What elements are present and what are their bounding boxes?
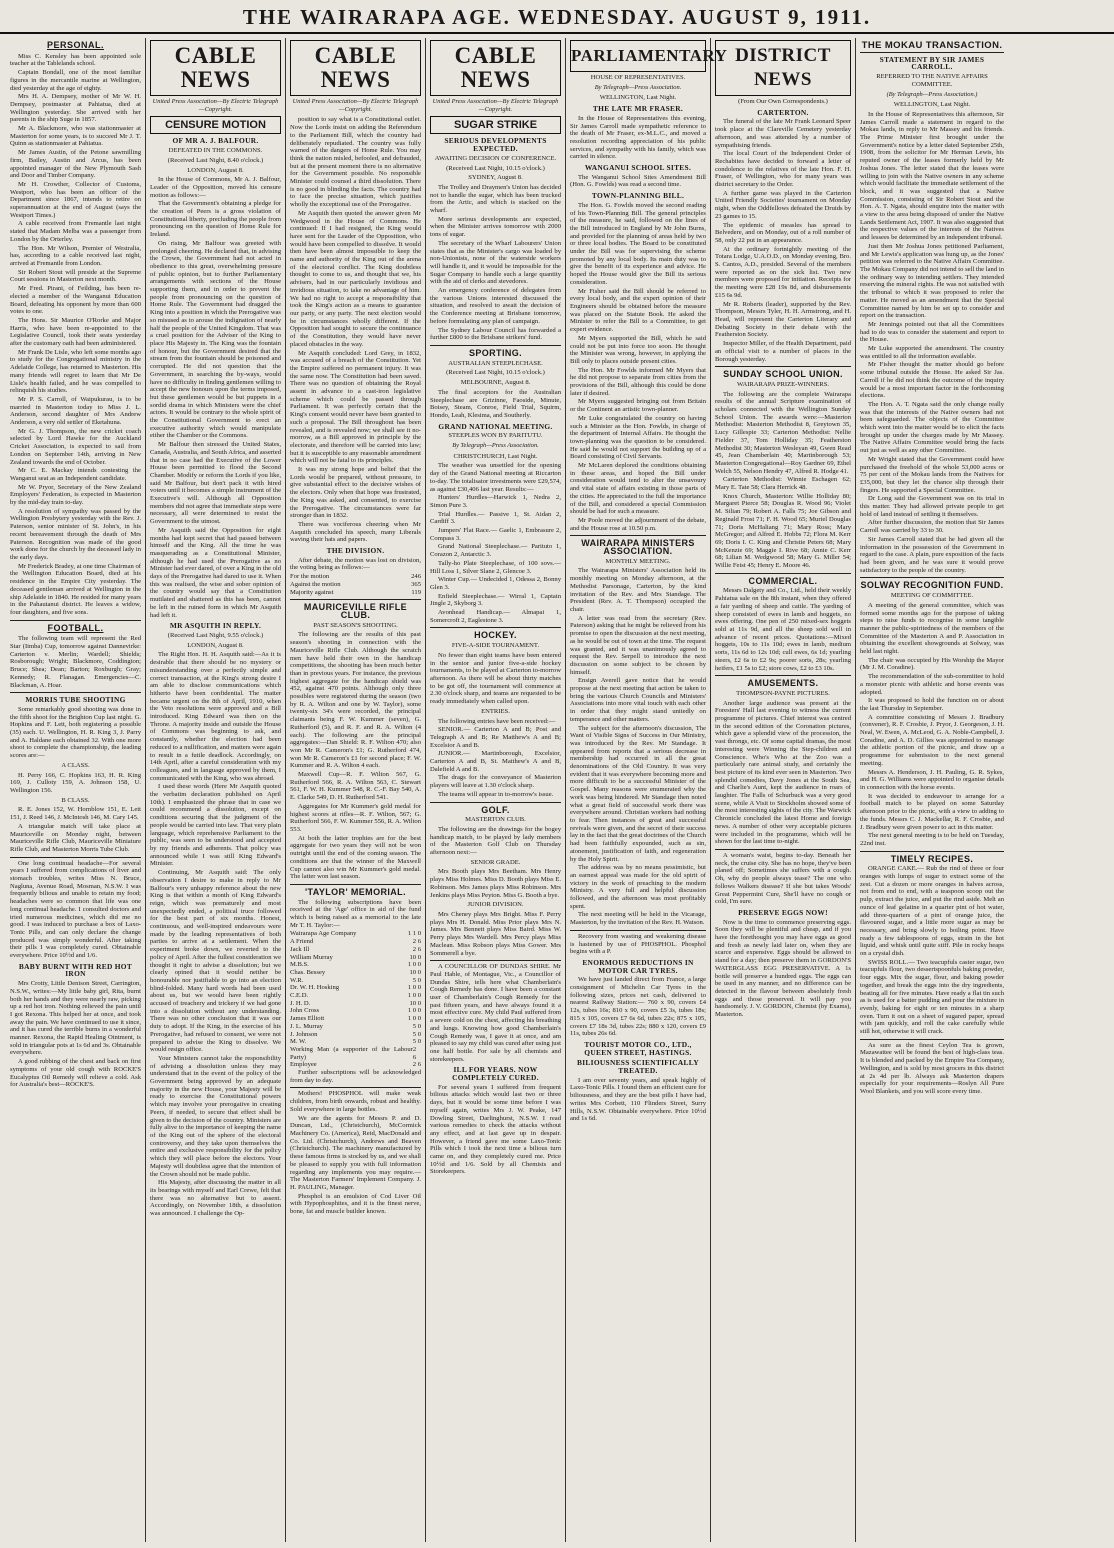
subscriber-name: Dr. W. H. Hosking	[290, 984, 340, 992]
newspaper-columns	[6, 38, 1108, 1542]
article-paragraph: Messrs A. Henderson, J. H. Pauling, G. R. Sykes, and H. G. Williams were appointed to organise details in connection with the horse events.	[860, 768, 1004, 791]
article-paragraph: Mr Fisher thought the matter should go before some tribunal outside the House. He asked Sir Jas. Carroll if he did not think the outcome of the inquiry would be a most important factor in the forthcoming elections.	[860, 361, 1004, 400]
subscriber-name: Wairarapa Age Company	[290, 930, 357, 938]
article-paragraph: Avonhead Handicap.— Almapai 1, Somercroft 2, Eaglestone 3.	[430, 609, 561, 624]
article-paragraph: Mr Poole moved the adjournment of the debate, and the House rose at 10.50 p.m.	[570, 516, 706, 532]
heading-solway-fund: SOLWAY RECOGNITION FUND.	[860, 580, 1004, 591]
division-label: Against the motion	[290, 580, 341, 588]
subscription-row	[290, 992, 421, 1000]
article-paragraph: A meeting of the general committee, which was formed some months ago for the purpose of taking steps to raise funds to recognise in some tangible manner the public-spiritedness of the members of the Committee of the Masterton A and P. Association in obtaining the excellent showgrounds at Solway, was held last night.	[860, 601, 1004, 656]
column-district-news	[711, 38, 856, 1542]
masthead-title: THE WAIRARAPA AGE. WEDNESDAY. AUGUST 9, 1911.	[242, 5, 872, 29]
advertisement: We have just landed direct from France, a large consignment of Michelin Car Tyres in the following sizes, prices net cash, delivered to nearest Railway Station:— 760 x 90, covers £4 12s, tubes 16s; 810 x 90, covers £5 3s, tubes 18s; 815 x 105, covers £7 6s 6d, tubes 22s; 875 x 105, covers £7 18s 3d, tubes 22s; 880 x 120, covers £9 11s, tubes 26s 6d.	[570, 976, 706, 1038]
subheading: STATEMENT BY SIR JAMES CARROLL.	[879, 54, 985, 72]
article-paragraph: Mr Fred. Pirani, of Feilding, has been re-elected a member of the Wanganui Education Board, defeating his opponent by more than 600 votes to one.	[10, 285, 141, 316]
divider	[430, 627, 561, 628]
divider	[10, 692, 141, 693]
heading-parliamentary: PARLIAMENTARY	[570, 40, 706, 72]
advertisement: Recovery from wasting and weakening disease is hastened by use of PHOSPHOL. Phosphol begins with a P.	[570, 932, 706, 956]
article-paragraph: The Hon. G. Fowlds moved the second reading of his Town-Planning Bill. The general principles of the measure, he said, followed on the lines of the Bill introduced in England by Mr John Burns, and provided for the planning of areas held by two or three local bodies. The Board to be constituted under the Bill was for supervising the scheme promoted by any local body. Its main duty was to give the benefit of its experience and advice. He hoped the House would give the Bill its serious consideration.	[570, 201, 706, 286]
subheading: MASTERTON CLUB.	[465, 816, 526, 824]
divider	[430, 802, 561, 803]
article-paragraph: The address was by no means pessimistic, but an earnest appeal was made for the old spirit of victory in the work of preaching to the modern Ministry. A very full and helpful discussion followed, and the afternoon was most profitably spent.	[570, 864, 706, 910]
article-paragraph: At the ordinary fortnightly meeting of the Totara Lodge, U.A.O.D., on Monday evening, Bro. S. Cantos, A.D., presided. Several of the members were reported as on the sick list. Two new members were proposed for initiation. Receipts for the meeting were £28 19s 8d, and disbursements £15 6s 9d.	[715, 245, 851, 299]
subscription-amount: 2 6	[412, 1061, 421, 1069]
subscription-table	[290, 930, 421, 1069]
subscription-amount: 1 0 0	[407, 961, 421, 969]
heading-taylor-memorial: 'TAYLOR' MEMORIAL.	[305, 886, 406, 897]
subscription-row	[290, 954, 421, 962]
article-paragraph: Mr Balfour then stressed the United States, Canada, Australia, and South Africa, and asserted that in no case had the Executive of the Lower House been permitted to flood the Second Chamber. Modify or reform the Lords if you like, said Mr Balfour, but don't pack it with hired voters until it becomes a simple instrument of the Executive's will. Although all Opposition members did not agree that immediate steps were necessary, all were determined to resist the Government to the utmost.	[150, 441, 281, 526]
article-paragraph: Hunters' Hurdles—Harwick 1, Nedra 2, Simon Pure 3.	[430, 494, 561, 509]
article-paragraph: Mr Asquith said the Opposition for eight months had kept secret that had passed between himself and the King. All the time he was masquerading as a Constitutional Minister, although he had used the Prerogative as no Minister had ever dared, of over a King in the old days of the Prerogative had dared to use it. When this was realised, the wise and sober opinion of the country would say that a Constitution mutilated and shattered as this has been, cannot be left in the ruined form in which Mr Asquith had left it.	[150, 526, 281, 619]
divider	[715, 849, 851, 850]
divider	[290, 1087, 421, 1088]
subscriber-name: J. H. D.	[290, 999, 311, 1007]
divider	[430, 345, 561, 346]
subscription-row	[290, 946, 421, 954]
divider	[860, 1039, 1004, 1040]
heading-rifle-club: MAURICEVILLE RIFLE CLUB.	[303, 602, 408, 620]
heading-personal: PERSONAL.	[46, 40, 104, 50]
subheading: JUNIOR DIVISION.	[467, 901, 524, 909]
byline: By Telegraph—Press Association.	[452, 442, 539, 450]
divider	[10, 620, 141, 621]
heading-sporting: SPORTING.	[468, 347, 523, 358]
article-paragraph: In the House of Representatives this evening, Sir James Carroll made sympathetic reference to the death of Mr Fraser, ex-M.L.C., and moved a resolution recording appreciation of his public services, and sympathy with his family, which was carried in silence.	[570, 114, 706, 161]
article-paragraph: The Hon. Mr Wilson, Premier of Westralia, has, according to a cable received last night, arrived at Fremantle from London.	[10, 244, 141, 267]
subscription-row	[290, 1023, 421, 1031]
subscriber-name: M.B.S.	[290, 961, 309, 969]
subscription-row	[290, 1061, 421, 1069]
subscription-amount: 5 0	[412, 1022, 421, 1030]
article-paragraph: That the Government's obtaining a pledge for the creation of Peers is a gross violation of Constitutional liberty, precluding the people from pronouncing on the question of Home Rule for Ireland.	[150, 200, 281, 239]
article-paragraph: Mrs Cheney plays Mrs Bright. Miss F. Perry plays Mrs H. Donald. Miss Prior plays Mrs N. James. Mrs Bennett plays Miss Baird. Miss W. Perry plays Mrs Wardell. Mrs Percy plays Miss Maclean. Miss Robson plays Miss Gower. Mrs Sommerell a bye.	[430, 910, 561, 957]
article-paragraph: The Wanganui School Sites Amendment Bill (Hon. G. Fowlds) was read a second time.	[570, 173, 706, 189]
dateline: SYDNEY, August 8.	[468, 174, 523, 182]
article-paragraph: Grand National Steeplechase.— Parituto 1, Corazon 2, Antarctic 3.	[430, 543, 561, 559]
article-paragraph: The teams will appear in to-morrow's issue.	[438, 790, 554, 798]
heading-sugar-strike: SUGAR STRIKE	[430, 116, 561, 134]
heading-mokau-transaction: THE MOKAU TRANSACTION.	[861, 40, 1003, 51]
article-paragraph: Mr Myers suggested bringing out from Britain or the Continent an artistic town-planner.	[570, 398, 706, 414]
dateline: WELLINGTON, Last Night.	[599, 94, 677, 102]
article-paragraph: The following are the drawings for the bogey handicap match, to be played by lady members of the Masterton Golf Club on Thursday afternoon next:—	[430, 825, 561, 857]
subscription-row	[290, 1007, 421, 1015]
article-paragraph: Sir Robert Stout will preside at the Supreme Court sessions in Masterton next month.	[10, 268, 141, 284]
division-value: 119	[411, 588, 421, 596]
article-paragraph: The drags for the conveyance of Masterton players will leave at 1.30 o'clock sharp.	[430, 774, 561, 790]
subscription-row	[290, 1031, 421, 1039]
subscriber-name: J. Johnson	[290, 1030, 318, 1038]
divider	[570, 930, 706, 931]
article-paragraph: Continuing, Mr Asquith said: The only observation I desire to make in reply to Mr Balfour's very unhappy reference about the new King is that within a month of King Edward's reign, which was prematurely and most unexpectedly ended, a political truce followed for the best part of six months. Honest, continuous, and well-inspired endeavours were made by the leading representatives of both parties to arrive at a settlement. When the experiment broke down, we reverted to the policy of April. After the fullest consideration we thought it right to advise a dissolution; but we clearly opined that it would neither be honourable nor justifiable to go into an election blind-folded. Many hard words had been used about us, but we would have been rightly accused of treachery and trickery if we had gone into a dissolution without any understanding. There was no other conclusion that it was our duty to adopt. If the King, in the exercise of his Prerogative, had refused to consent, we were not prepared to advise the King to dissolve. We would resign office.	[150, 869, 281, 1054]
subheading: AUSTRALIAN STEEPLECHASE.	[448, 359, 543, 367]
subscription-amount: 10 0	[409, 968, 421, 976]
divider	[290, 884, 421, 885]
article-paragraph: Mr Wright stated that the Government could have purchased the freehold of the whole 53,000 acres or 75 per cent of the Mokau lands from the Natives for £35,000, but they let the chance slip through their fingers. He supported a Special Committee.	[860, 455, 1004, 494]
ad-heading: ENORMOUS REDUCTIONS IN MOTOR CAR TYRES.	[582, 957, 694, 975]
article-paragraph: The Trolley and Draymen's Union has decided not to handle the sugar, which has been trucked from the Artic, and which is stacked on the wharf.	[430, 183, 561, 215]
dateline: LONDON, August 8.	[187, 166, 244, 174]
article-paragraph: The recommendation of the sub-committee to hold a monster picnic with athletic and horse events was adopted.	[860, 673, 1004, 696]
article-paragraph: Enfield Steeplechase.— Wirral 1, Captain Jingle 2, Skyborg 3.	[430, 592, 561, 608]
dateline: CHRISTCHURCH, Last Night.	[453, 452, 538, 460]
article-paragraph: A resolution of sympathy was passed by the Wellington Presbytery yesterday with the Rev. J. Paterson, senior minister of St. John's, in his recent bereavement through the death of Mrs Paterson. Recognition was made of the good work done for the church by the deceased lady in the early days.	[10, 507, 141, 561]
divider	[860, 851, 1004, 852]
article-paragraph: The following entries have been received:—	[438, 717, 556, 725]
article-paragraph: The subject for the afternoon's discussion, The Want of Visible Signs of Success in Our Ministry, was introduced by the Rev. Mr Standage. It appeared from reports that a serious decrease in membership had occurred in all the great denominations of the Old Country. It was very evident that it was everywhere becoming more and more difficult to be a successful Minister of the Gospel. Many reasons were enumerated why the work was being hindered. Mr Standage then noted what a great field of successful work there was everywhere around. Christian workers had nothing to fear. Then instances of great and successful revivals were given, and the secret of their success lay in the fact that the great doctrines of the Church had been faithfully expounded, such as sin, atonement, justification of faith, and regeneration by the Holy Spirit.	[570, 724, 706, 863]
heading-hockey: HOCKEY.	[474, 630, 517, 641]
heading-golf: GOLF.	[481, 804, 510, 815]
subheading: DEFEATED IN THE COMMONS.	[168, 147, 263, 155]
subheading: TOWN-PLANNING BILL.	[591, 191, 685, 201]
article-paragraph: H. Perry 166, C. Hopkins 163, H. R. King 169, J. Culloty 159, A. Johnson 158, U. Wellington 156.	[10, 771, 141, 794]
dateline: WELLINGTON, Last Night.	[893, 101, 971, 109]
heading-morris-tube: MORRIS TUBE SHOOTING	[25, 695, 126, 705]
article-paragraph: The following are the complete Wairarapa results of the annual Scripture examination of scholars connected with the Wellington Sunday School Union. The awards were:—Masterton Methodist: Masterton Methodist 8, Greytown 35, Lucy Gillespie 33; Carterton Methodist: Nellie Fielder 37, Tom Holliday 35; Featherston Methodist 30; Masterton Wesleyan 49, Gwen Read 45, Jean Chamberlain 40; Martinborough 53; Masterton Congregational—Roy Gardner 69, Ethel Welch 55, Nelson Hendry 47, Alfred R. Hodge 41.	[715, 390, 851, 475]
subheading: GRAND NATIONAL MEETING.	[438, 421, 553, 431]
article-paragraph: It was my strong hope and belief that the Lords would be prepared, without pressure, to give substantial effect to the decisive wishes of the electors. Only when that hope was frustrated, the King was asked, and consented, to exercise the Prerogative. The circumstances were far stronger than in 1832.	[290, 466, 421, 520]
article-paragraph: R. E. Jones 152, W. Hornblow 151, E. Lett 151, J. Reed 146, J. McIntosh 146, M. Cary 145.	[10, 806, 141, 822]
ad-heading: ILL FOR YEARS. NOW COMPLETELY CURED.	[452, 1065, 539, 1083]
dateline: LONDON, August 8.	[187, 641, 244, 649]
subheading: HOUSE OF REPRESENTATIVES.	[590, 74, 686, 81]
article-paragraph: Knox Church, Masterton: Willie Holliday 80; Margaret Pierce 58; Douglas R. Wood 96; Violet M. Silian 79; Robert A. Falls 75; Joe Gibson and Reginald Frost 71; F. H. Wood 65; Muriel Douglas 71; Doris McHaliang 71; Mary Ross; Mary McGregor; and Alfred E. Hobbs 72; Flora M. Kerr 69; Doris I. C. King and Christie Peters 68; Mary McKenzie 69; Maggie I. Rive 68; Annie C. Kerr 68; Lilian M. Wedgwood 58; Mary G. Miller 54; Willie Feist 45; Henry E. Moore 46.	[715, 492, 851, 570]
article-paragraph: The chair was occupied by His Worship the Mayor (Mr J. M. Coradine).	[860, 656, 1004, 672]
division-value: 246	[411, 573, 421, 581]
subheading: OF MR A. J. BALFOUR.	[172, 136, 259, 146]
subscription-amount: 5 0	[412, 976, 421, 984]
advertisement: A COUNCILLOR OF DUNDAS SHIRE. Mr Paul Hable, of Montague, Vic., a Councillor of Dundas Shire, tells here what Chamberlain's Cough Remedy has done. I have been a constant user of Chamberlain's Cough Remedy for the past fifteen years, and have always found it a most effective cure. My child Paul suffered from a severe cold on the chest, affecting his breathing and lungs. Knowing how good Chamberlain's Cough Remedy was, I gave it at once, and am pleased to say my child was cured after using just one half bottle. For sale by all chemists and storekeepers.	[430, 963, 561, 1063]
article-paragraph: It was proposed to hold the function on or about the last Thursday in September.	[860, 697, 1004, 712]
article-paragraph: Another large audience was present at the Foresters' Hall last evening to witness the current programme of pictures. Chief interest was centred in the second edition of the Coronation pictures, which gave a splendid view of the procession, the vast throngs, etc. Of some capital dramas, the most interesting were Winning the Step-children and Conscience. Who's Who at the Zoo was a particularly rare animal study, and certainly the best picture of its kind ever seen in Masterton. Two splendid comedies, Davy Jones at the South Sea, and Charlie's Aunt, kept the audience in roars of laughter. The Falls of Schurbuck was a very good scene, while A Visit to Stockholm showed some of the most interesting sights of the city. The Warwick Chronicle concluded the latest Home and foreign news. A number of other very acceptable pictures were included in the programme, which will be shown for the last time to-night.	[715, 699, 851, 846]
article-paragraph: The secretary of the Wharf Labourers' Union states that as the Minister's cargo was loaded by non-Unionists, none of the waterside workers will handle it, and it would be impossible for the Sugar Company to handle such a large quantity with the aid of clerks and stevedores.	[430, 239, 561, 286]
article-paragraph: Mr P. S. Carroll, of Waipukurau, is to be married in Masterton today to Miss J. L. Anderson, second daughter of Mrs Andrew Anderson, a very old settler of Eketahuna.	[10, 395, 141, 427]
article-paragraph: At both the latter trophies are for the best aggregate for two years they will not be won outright until the end of the coming season. The conditions are that the winner of the Maxwell Cup cannot also win Mr Kummer's gold medal. The latter won last season.	[290, 834, 421, 881]
article-paragraph: On rising, Mr Balfour was greeted with prolonged cheering. He declared that, in advising the Crown, the Government had not acted in obedience to this great, overwhelming pressure of public opinion, but to further Parliamentary arrangements with sections of the House supporting them, and in order to prevent the people from pronouncing on the question of Home Rule. The Government had dragged the King into a position in which the Prerogative was so misused as to arouse the indignation of nearly half the people of the United Kingdom. That was a cruel position for the Adviser of the King to place His Majesty in. The King was the fountain of honour, but the Government desired that the stream from the fountain should be poisoned and corrupted. He did not question that the Government, in searching the by-ways, would have no difficulty in finding gentlemen willing to accept the new honours upon the terms imposed, but these gentlemen would be but puppets in a sordid drama in which Ministers were the chief actors. It would be contrary to the whole spirit of the Constitutional Government to erect an executive authority which would manipulate either the Chamber or the Commons.	[150, 239, 281, 440]
subscriber-name: Chas. Bessey	[290, 968, 326, 976]
article-paragraph: Miss C. Kensley has been appointed sole teacher at the Tablelands school.	[10, 52, 141, 68]
article-paragraph: A committee consisting of Messrs J. Bradbury (convener), R. F. Crosbie, J. Pryor, J. Georgeson, J. H. Neal, W. Ewen, A. McLeod, G. A. Noble-Campbell, J. Coradine, and A. D. Gillies was appointed to manage the athletic portion of the picnic, and draw up a programme for submission to the next general meeting.	[860, 713, 1004, 767]
heading-ministers-association: WAIRARAPA MINISTERS ASSOCIATION.	[581, 538, 695, 557]
dateline: MELBOURNE, August 8.	[460, 379, 531, 387]
subscription-amount: 1 1 0	[407, 930, 421, 938]
subscriber-name: C.E.D.	[290, 992, 309, 1000]
article-paragraph: Mr Frederick Bradey, at one time Chairman of the Wellington Education Board, died at his residence in the Empire City yesterday. The deceased gentleman arrived at Wellington in the ship Adelaide in 1840. He resided for many years in the Pahautanui district. He leaves a widow, four daughters, and five sons.	[10, 562, 141, 616]
article-paragraph: Some remarkably good shooting was done in the fifth shoot for the Brighton Cup last night. G. Hopkins and F. Lett, both registering a possible (35) each. U. Wellington, H. R. King 3, J. Parry and A. Haldane each obtained 32. With one more shoot to complete the championship, the leading scores are:—	[10, 705, 141, 760]
divider	[715, 573, 851, 574]
article-paragraph: Mr Luke congratulated the country on having such a Minister as the Hon. Fowlds, in charge of the department of Internal Affairs. He thought the town-planning was the question to be considered. He said he would not support the building up of a Board consisting of Civil Servants.	[570, 414, 706, 461]
subscription-amount: 5 0	[412, 1038, 421, 1046]
subscriber-name: Employee	[290, 1061, 317, 1069]
article-paragraph: The following are the results of this past season's shooting in connection with the Mauriceville Rifle Club. Although the scratch men have held their own in the handicap competitions, the shooting has been much better than in previous years. For instance, the previous highest aggregate for the handicap shield was 452, against 470 points. Although only three possibles were registered during the season (two by R. A. Wilton and one by W. Taylor), some twenty-six 34's were recorded, the principal claimants being F. W. Kummer (seven), G. Rutherford (5), and R. F. and R. A. Wilton (4 each). The following are the principal aggregates:—Dan Shield: R. F. Wilton 470; also won Mr R. Cameron's £1; G. Rutherford 474, won Mr R. Cameron's £1 for second place; F. W. Kummer and R. A. Wilton 4 each.	[290, 631, 421, 770]
received-time: (Received Last Night, 10.15 o'clock.)	[446, 369, 545, 377]
ad-heading: TOURIST MOTOR CO., LTD., QUEEN STREET, HASTINGS.	[584, 1039, 692, 1057]
subheading: MEETING OF COMMITTEE.	[890, 592, 974, 600]
subscription-row	[290, 1015, 421, 1023]
subheading: PAST SEASON'S SHOOTING.	[313, 621, 398, 629]
divider	[715, 366, 851, 367]
advertisement: We are the agents for Messrs P. and D. Duncan, Ltd., (Christchurch), McCormick Machinery Co. (America), Reid, MacDonald and Co. Ltd. (Christchurch), Andrews and Beaven (Christchurch). The machinery manufactured by these famous firms is stocked by us, and we shall be pleased to supply you with full information regarding any implements you may require.—The Masterton Farmers' Implement Company. J. H. PAULING, Manager.	[290, 1114, 421, 1191]
article-paragraph: The local Court of the Independent Order of Rechabites have decided to forward a letter of condolence to the relatives of the late Hon. F. H. Fraser, of Wellington, who for many years was district secretary to the Order.	[715, 150, 851, 189]
article-paragraph: The next general meeting is to be held on Tuesday, 22nd inst.	[860, 832, 1004, 847]
article-paragraph: A letter was read from the secretary (Rev. Paterson) asking that he might be relieved from his promise to open the discussion at the next meeting, as he would be out of town at the time. The request was granted, and it was unanimously agreed to request the Rev. Serpell to introduce the next discussion on some subject to be chosen by himself.	[570, 614, 706, 676]
column-cable-news-2	[286, 38, 426, 1542]
divider	[290, 599, 421, 600]
article-paragraph: Ensign Averell gave notice that he would propose at the next meeting that action be taken to bring the various Church Councils and Ministers' Associations into more vital touch with each other in order that they might stand unitedly on temperance and other matters.	[570, 677, 706, 723]
advertisement: Phosphol is an emulsion of Cod Liver Oil with Hypophosphites, and it is the finest nerve, bone, fat and muscle builder known.	[290, 1192, 421, 1216]
subscription-row	[290, 977, 421, 985]
subscription-amount: 10 0	[409, 999, 421, 1007]
byline: By Telegraph—Press Association.	[594, 83, 682, 91]
article-paragraph: position to say what is a Constitutional outlet. Now the Lords insist on adding the Referendum to the Parliament Bill, which the country had deliberately repudiated. The country was fully warned of the dangers of Home Rule. You may think the nation misled, befooled, and defrauded, but at the present moment there is no alternative for the Government possible. No responsible Minister could counsel a third dissolution. There is no good in blinding the facts. The country had to face the precise situation, which justifies wholly the exceptional use of the Prerogative.	[290, 116, 421, 209]
subheading-asquith-reply: MR ASQUITH IN REPLY.	[169, 621, 262, 631]
article-paragraph: Mr Asquith then quoted the answer given Mr Wedgwood in the House of Commons. He continued: If I had resigned, the King would have sent for the Leader of the Opposition, who would have been compelled to dissolve. It would then have been almost impossible to keep the name and authority of the King out of the arena of the electoral conflict. The King doubtless thought to come to us, and thought that we, his advisers, had in our particularly invidious and invidious situation, to take no advantage of him. We had no right to accept a responsibility that took the King's action as a means to guarantee our party, or any party. The next election would be in circumstances wholly different. If the Opposition had sought to secure the continuance of the Constitution, they would have never placed obstacles in the way.	[290, 209, 421, 348]
article-paragraph: The following subscriptions have been received at the 'Age' office in aid of the fund which is being raised as a memorial to the late Mr T. H. Taylor:—	[290, 898, 421, 929]
subscription-amount: 1 0 0	[407, 1007, 421, 1015]
article-paragraph: Mr James Austin, of the Petone sawmilling firm, Bailey, Austin and Arcus, has been appointed manager of the New Plymouth Sash and Door and Timber Company.	[10, 149, 141, 180]
article-paragraph: I used these words (Here Mr Asquith quoted the verbatim declaration published on April 10th). I emphasized the phrase that in case we could recommend a dissolution, except on conditions securing that the judgment of the people would be carried into law. That very plain language, which reprehensive Parliament to the public, was seen to be understood and accepted by my friends and adherents. That policy was announced while I was still King Edward's Minister.	[150, 783, 281, 868]
divider	[860, 577, 1004, 578]
article-paragraph: Your Ministers cannot take the responsibility of advising a dissolution unless they may understand that in the event of the policy of the Government being approved by an adequate majority in the new House, your Majesty will be ready to exercise the Constitutional powers which may involve your prerogative in creating Peers, if needed, to secure that effect shall be given to the decision of the country. Ministers are fully alive to the importance of keeping the name of the King out of the sphere of the electoral controversy, and they take upon themselves the entire and exclusive responsibility for the policy which they will place before the electors. Your Majesty will doubtless agree that the intention of the Crown should not be made public.	[150, 1054, 281, 1178]
received-time: (Received Last Night, 10.15 o'clock.)	[446, 164, 545, 172]
subscription-amount: 1 0 0	[407, 992, 421, 1000]
subscription-row	[290, 969, 421, 977]
ad-heading: BABY BURNT WITH RED HOT IRON	[18, 961, 133, 979]
article-paragraph: The funeral of the late Mr Frank Leonard Speer took place at the Clareville Cemetery yesterday afternoon, and was attended by a number of sympathising friends.	[715, 118, 851, 149]
article-paragraph: Maxwell Cup—R. F. Wilton 567, G. Rutherford 566, R. A. Wilton 563, C. Stewart 561, F. W. H. Kummer 548, R. C.-F. Bay 540, A. E. Clarke 549, D. H. Rutherford 541.	[290, 771, 421, 802]
byline: United Press Association—By Electric Telegraph—Copyright.	[292, 98, 419, 113]
subheading: THOMPSON-PAYNE PICTURES.	[736, 689, 830, 697]
heading-cable-news: CABLE NEWS	[430, 40, 561, 96]
advertisement: For several years I suffered from frequent bilious attacks which would last two or three days, but it would be some time before I was myself again, writes Mrs J. W. Peake, 147 Dowling Street, Darlinghurst, N.S.W. I read various remedies to check the attacks without any effect, and at last gave up in despair. However, a friend gave me some Laxo-Tonic Pills which I took the next time a bilious turn came on, and they completely cured me. Price 10½d and 1/6. Sold by all Chemists and Storekeepers.	[430, 1083, 561, 1176]
advertisement: Mrs Crotty, Little Denison Street, Carrington, N.S.W., writes:—My little baby girl, Rita, burnt both her hands and they were nearly raw, picking up a red hot iron. Nothing relieved the pain until I got Rexona. This helped her at once, and took away the pain. We have continued to use it since, and it has cured the terrible burns in a wonderful manner. Rexona, the Rapid Healing Ointment, is sold in triangular pots at 1s 6d and 3s. Obtainable everywhere.	[10, 980, 141, 1057]
subscriber-name: M. W.	[290, 1038, 307, 1046]
ad-heading: PRESERVE EGGS NOW!	[738, 907, 828, 917]
column-parliamentary	[566, 38, 728, 1542]
subheading: FIVE-A-SIDE TOURNAMENT.	[451, 642, 540, 650]
article-paragraph: ORANGE CAKE.— Rub the rind of three or four oranges with lumps of sugar to extract some of the zest. Cut a dozen or more oranges in halves across, not from end to end, with a teaspoon scoop out the pulp, extract the juice, and put the rind aside. Melt an ounce of leaf gelatine in a quarter pint of hot water, add three-quarters of a pint of orange juice, the flavoured sugar, and a little more sugar as may be necessary, and bring slowly to boiling point. Have ready a few tablespoons of eggs, strain in the hot liquid, and whisk until quite stiff. Pile in rocky heaps on a crystal dish.	[860, 865, 1004, 958]
division-value: 365	[411, 580, 421, 588]
heading-censure-motion: CENSURE MOTION	[150, 116, 281, 134]
divider	[10, 857, 141, 858]
article-paragraph: SENIOR.— Carterton A and B; Post and Telegraph A and B; Re Matthew's A and B; Excelsior A and B.	[430, 726, 561, 749]
subheading: REFERRED TO THE NATIVE AFFAIRS COMMITTEE.	[876, 73, 988, 88]
article-paragraph: SWISS ROLL.— Two teacupfuls caster sugar, two teacupfuls flour, two dessertspoonfuls baking powder, four eggs. Mix the sugar, flour, and baking powder together, and break the eggs into the dry ingredients, beating all for five minutes. Have ready a flat tin such as is used for a batter pudding and pour the mixture in evenly, baking for eight or ten minutes in a sharp oven. Turn it out on a sheet of sugared paper, spread with jam quickly, and roll the cake carefully while still hot, otherwise it will crack.	[860, 958, 1004, 1036]
article-paragraph: Mr Myers supported the Bill, which he said could not be put into force too soon. He thought the Minister was wrong, however, in applying the Bill only to places outside present cities.	[570, 334, 706, 365]
article-paragraph: Mr Luke supported the amendment. The country was entitled to all the information available.	[860, 345, 1004, 360]
article-paragraph: An emergency conference of delegates from the various Unions interested discussed the situation, and resolved to await the decision of the Conference meeting at Brisbane tomorrow, before formulating any plan of campaign.	[430, 287, 561, 325]
subheading: WAIRARAPA PRIZE-WINNERS.	[736, 380, 830, 388]
heading-timely-recipes: TIMELY RECIPES.	[890, 853, 974, 864]
article-paragraph: Sir James Carroll stated that he had given all the information in the possession of the Government in regard to the case. A plain, pure exposition of the facts had been given, and he was sure it would prove satisfactory to the people of the country.	[860, 535, 1004, 574]
subscription-row	[290, 984, 421, 992]
article-paragraph: Inspector Miller, of the Health Department, paid an official visit to a number of places in the Borough yesterday.	[715, 340, 851, 363]
article-paragraph: Aggregates for Mr Kummer's gold medal for highest scores at rifles—R. F. Wilton, 567; G. Rutherford 566, F. W. Kummer 556, R. A. Wilton 553.	[290, 802, 421, 833]
masthead	[0, 0, 1114, 34]
column-cable-news-1	[146, 38, 286, 1542]
heading-cable-news: CABLE NEWS	[290, 40, 421, 96]
heading-cable-news: CABLE NEWS	[150, 40, 281, 96]
article-paragraph: His Majesty, after discussing the matter in all its bearings with myself and Earl Crewe, felt that there was no alternative but to assent. Accordingly, on November 18th, a dissolution was announced. I challenge the Op-	[150, 1179, 281, 1218]
division-row	[290, 581, 421, 589]
divider	[570, 535, 706, 536]
article-paragraph: It was decided to endeavour to arrange for a football match to be played on some Saturday afternoon prior to the picnic, with a view to adding to the funds. Messrs C. J. Mackellar, R. F. Crosbie, and J. Bradbury were given power to act in this matter.	[860, 792, 1004, 831]
subscription-row	[290, 961, 421, 969]
subheading: MONTHLY MEETING.	[605, 557, 671, 565]
division-row	[290, 573, 421, 581]
subscriber-name: W.R.	[290, 976, 304, 984]
article-paragraph: Carterton Methodist: Winnie Eschagen 62; Mary E. Tate 58; Clara Herrick 48.	[715, 476, 851, 492]
subscription-amount: 2 6	[412, 945, 421, 953]
subheading-division: THE DIVISION.	[326, 546, 385, 556]
subscription-amount: 5 0	[412, 1030, 421, 1038]
article-paragraph: Mr H. Crowther, Collector of Customs, Westport, who has been an officer of the Department since 1867, intends to retire on superannuation at the end of August (says the Westport Times.)	[10, 180, 141, 219]
article-paragraph: The epidemic of measles has spread to Belvedere, and on Monday, out of a roll number of 58, only 22 put in an appearance.	[715, 221, 851, 244]
column-cable-news-3	[426, 38, 566, 1542]
article-paragraph: Captain Bondall, one of the most familiar figures in the mercantile marine at Wellington, died yesterday at the age of eighty.	[10, 69, 141, 92]
article-paragraph: The Hons. Sir Maurice O'Rorke and Major Harris, who have been re-appointed to the Legislative Council, took their seats yesterday after the customary oath had been administered.	[10, 316, 141, 348]
heading-sunday-school: SUNDAY SCHOOL UNION.	[723, 369, 843, 380]
subscriber-name: A Friend	[290, 938, 314, 946]
article-paragraph: Mr A. Blackmore, who was stationmaster at Masterton for some years, is to succeed Mr J. T. Quinn as stationmaster at Pahiatua.	[10, 125, 141, 148]
division-row	[290, 589, 421, 597]
article-paragraph: Mrs H. A. Dempsey, mother of Mr W. H. Dempsey, postmaster at Pahiatua, died at Wellington yesterday. She arrived with her parents in the ship Suge in 1857.	[10, 93, 141, 124]
article-paragraph: Mr Asquith concluded: Lord Grey, in 1832, was accused of a breach of the Constitution. Yet the Empire suffered no permanent injury. It was the same now. The Constitution had been saved. There was no question of obtaining the Royal assent in advance to a cast-iron legislative scheme which could be passed through Parliament. It was perfectly certain that the King's consent would never have been granted to such a proposal. The Bill throughout has been revealed, and is revealed now; we shall see it no-morrow, as a Bill approved in principle by the electorate, and therefore will be carried into law; but it is susceptible to any reasonable amendment which will not be fatal to its principles.	[290, 349, 421, 465]
division-label: For the motion	[290, 573, 330, 581]
division-label: Majority against	[290, 588, 334, 596]
article-paragraph: The next meeting will be held in the Vicarage, Masterton, by the invitation of the Rev. H. Watson.	[570, 911, 706, 927]
subscription-row	[290, 1046, 421, 1061]
advertisement: As sure as the finest Ceylon Tea is grown, Mazawattee will be found the best of high-class teas. It is blended and packed by the Empire Tea Company, Wellington, and is sold by most grocers in this district at 2s 4d per lb. Always ask Masterton drapers especially for your requirements—Roslyn All Pure Wool Blankets, and you will score every time.	[860, 1041, 1004, 1095]
subscriber-name: James Elliott	[290, 1015, 325, 1023]
subheading-b-class: B CLASS.	[61, 796, 90, 804]
subscriber-name: J. L. Murray	[290, 1022, 323, 1030]
article-paragraph: The Sydney Labour Council has forwarded a further £800 to the Brisbane strikers' fund.	[430, 326, 561, 342]
ad-heading: BILIOUSNESS SCIENTIFICALLY TREATED.	[577, 1058, 699, 1076]
article-paragraph: Winter Cup.— Undecided 1, Odessa 2, Bonny Glen 3.	[430, 576, 561, 591]
subscription-amount: 2 6	[412, 938, 421, 946]
article-paragraph: Tally-ho Plate Steeplechase, of 100 sovs.— Hill Loss 1, Silver Slane 2, Glencoe 3.	[430, 559, 561, 575]
article-paragraph: Jumpers' Flat Race.— Gaelic 1, Embrasure 2, Compass 3.	[430, 527, 561, 542]
advertisement: One long continual headache—For several years I suffered from complications of liver and stomach troubles, writes Miss N. Bruce, Nagluna, Avenue Road, Mosman, N.S.W. I was frequently bilious and unable to retain my food; headaches were so common that life was one long continual headache. I consulted doctors and tried numerous medicines, which did me no good. I was induced to purchase a box of Laxo-Tonic Pills, and can only declare the change produced was simply wonderful. After taking their pills I was completely cured. Obtainable everywhere. Price 10½d and 1/6.	[10, 859, 141, 960]
subscriber-name: William Murray	[290, 953, 333, 961]
heading-amusements: AMUSEMENTS.	[747, 678, 819, 689]
heading-commercial: COMMERCIAL.	[748, 575, 818, 586]
article-paragraph: Mr McLaren deplored the conditions obtaining in these areas, and hoped the Bill under consideration would tend to alter the unsavoury and vital state of affairs existing in those parts of the cities. He appreciated to the full the importance of the Bill, and considered a special Commission should be had for such a measure.	[570, 462, 706, 516]
divider	[430, 960, 561, 961]
column-personal	[6, 38, 146, 1542]
subheading: SERIOUS DEVELOPMENTS EXPECTED.	[444, 136, 547, 154]
article-paragraph: After further discussion, the motion that Sir James Carroll was carried by 33 to 30.	[860, 519, 1004, 535]
article-paragraph: Mrs Booth plays Mrs Beetham. Mrs Henry plays Miss Holmes. Miss D. Booth plays Miss E. Robinson. Mrs James plays Miss Robinson. Mrs Jenkins plays Miss Peyton. Miss G. Booth a bye.	[430, 868, 561, 899]
article-paragraph: There was vociferous cheering when Mr Asquith concluded his speech, many Liberals waving their hats and papers.	[290, 520, 421, 544]
subheading: (From Our Own Correspondents.)	[738, 98, 828, 105]
article-paragraph: A triangular match will take place at Mauriceville on Monday night, between Mauriceville Rifle Club, Mauriceville Miniature Rifle Club, and Masterton Morris Tube Club.	[10, 822, 141, 853]
subheading: STEEPLES WON BY PARITUTU.	[448, 432, 543, 440]
article-paragraph: Dr Long said the Government was on its trial in this matter. They had allowed private people to get hold of land instead of settling it themselves.	[860, 495, 1004, 518]
article-paragraph: In the House of Representatives this afternoon, Sir James Carroll made a statement in regard to the Mokau lands, in reply to Mr Massey and his friends. The Prime Minister first brought under the Government's notice by a letter dated September 25th, 1908, from the solicitor for Mr Herman Lewis, his reputed owner of the leases formerly held by Mr Joshua Jones. The letter stated that the leases were willing to join with the Native owners in any scheme which would facilitate the immediate settlement of the block, and it was suggested that a Native Commission, consisting of Sir Robert Stout and the Hon. A. T. Ngata, should enquire into the matter with a view to the area being disposed of under the Native Lands Settlement Act, 1907. It was also suggested that the respective values of the interests of the Natives and lessees be determined by an independent tribunal.	[860, 110, 1004, 242]
article-paragraph: Mr R. Roberts (leader), supported by the Rev. Thompson, Messrs Tyler, H. H. Armstrong, and H. Head, will represent the Carterton Literary and Debating Society in their debate with the Featherston Society.	[715, 300, 851, 339]
article-paragraph: The Right Hon. H. H. Asquith said:—As it is desirable that there should be no mystery or misunderstanding over a perfectly simple and correct transaction, at the King's strong desire I am able to disclose communications which hitherto have been confidential. The matter became urgent on the 8th of April, 1910, when the Veto resolutions were approved and a Bill introduced. King Edward was then on the Throne. A majority inside and outside the House of Commons was beginning to ask, and constantly, whether the election had been reduced to a nullification, and matters were again to result in a futile deadlock. Accordingly, on 14th April, after a careful consideration with my colleagues, and in language approved by them, I communicated with the King, who was abroad.	[150, 651, 281, 782]
subheading-carterton: CARTERTON.	[757, 107, 809, 117]
advertisement: Mothers! PHOSPHOL will make weak children, from birth onwards, robust and healthy. Sold everywhere in large bottles.	[290, 1090, 421, 1113]
heading-district-news: DISTRICT NEWS	[715, 40, 851, 96]
article-paragraph: Trial Hurdles.— Passive 1, St. Aidan 2, Cardiff 3.	[430, 510, 561, 526]
article-paragraph: No fewer than eight teams have been entered in the senior and junior five-a-side hockey tournaments, to be played at Carterton to-morrow afternoon. As there will be about thirty matches to be got off, the tournament will commence at 2.30 o'clock sharp, and teams are requested to be ready immediately when called upon.	[430, 651, 561, 706]
heading-football: FOOTBALL.	[47, 622, 104, 633]
article-paragraph: The Hon. A. T. Ngata said the only change really was that the interests of the Native owners had not been safeguarded. The objects of the Committee which went into the matter would be to elicit the facts brought up under the charges made by Mr Massey. The Native Affairs Committee would bring the facts out just as well as any other Committee.	[860, 400, 1004, 455]
article-paragraph: Mr W. Pryor, Secretary of the New Zealand Employers' Federation, is expected in Masterton by the mid-day train to-day.	[10, 483, 141, 507]
subheading: SENIOR GRADE.	[470, 858, 521, 866]
article-paragraph: A further game was played in the Carterton United Friendly Societies' tournament on Monday night, when the Oddfellows defeated the Druids by 23 games to 15.	[715, 189, 851, 220]
subscription-amount: 10 0	[409, 953, 421, 961]
article-paragraph: Mr Jennings pointed out that all the Committees had to do was to consider the statement and report to the House.	[860, 320, 1004, 344]
article-paragraph: The Hon. Mr Fowlds informed Mr Myers that he did not propose to separate from cities from the provisions of the Bill, although this could be done later if desired.	[570, 366, 706, 397]
article-paragraph: The final acceptors for the Australian Steeplechase are Grizinne, Faoside, Minute, Boisey, Steam, Conroe, Field Trial, Squirm, Hondo, Leah, Klesima, and Southerly.	[430, 388, 561, 419]
byline: (By Telegraph—Press Association.)	[886, 90, 978, 98]
article-paragraph: After debate, the motion was lost on division, the voting being as follows:—	[290, 556, 421, 572]
article-paragraph: A cable received from Fremantle last night stated that Madam Melba was a passenger from London by the Orterley.	[10, 220, 141, 243]
subscription-row	[290, 938, 421, 946]
advertisement: A good rubbing of the chest and back on first symptoms of your old cough with ROCKE'S Eucalyptus Oil Remedy will relieve a cold. Ask for Australia's best—ROCKE'S.	[10, 1058, 141, 1089]
subheading: ENTRIES.	[481, 707, 510, 715]
advertisement: A woman's waist, begins to-day. Beneath her neck, the cruise city. She has no hope, they've been planed off; Sometimes she suffers with a cough. Oh, why do people always tease? The one who follows Walkers disease? If she but takes Woods' Great Peppermint Cure, She'll have no cough or cold, I'm sure.	[715, 851, 851, 906]
subheading: WANGANUI SCHOOL SITES.	[584, 163, 692, 173]
received-time: (Received Last Night, 9.55 o'clock.)	[167, 632, 264, 639]
subheading-a-class: A CLASS.	[61, 761, 90, 769]
article-paragraph: In the House of Commons, Mr A. J. Balfour, Leader of the Opposition, moved his censure motion as follows:—	[150, 176, 281, 199]
subscriber-name: John Cross	[290, 1007, 320, 1015]
divider	[715, 675, 851, 676]
article-paragraph: JUNIOR.— Martinborough, Excelsior, Carterton A and B, St. Matthew's A and B, Dalefield A and B.	[430, 750, 561, 773]
subscription-row	[290, 930, 421, 938]
article-paragraph: Just then Mr Joshua Jones petitioned Parliament, and Mr Lewis's application was hung up, as the Jones' petition was referred to the Native Affairs Committee. The Mokau Company did not intend to sell the land in the ordinary way to intending settlers. They intended reserving the mineral rights. He was not satisfied with the tribunal to which it was proposed to refer the matter. He moved as an amendment that the Special Committee named by him be set up to consider and report on the transaction.	[860, 242, 1004, 320]
article-paragraph: Mr Frank De Lisle, who left some months ago to study for the Congregational ministry in the Adelaide College, has returned to Masterton. His many friends will regret to learn that Mr De Lisle's health failed, and he was compelled to relinquish his studies.	[10, 348, 141, 395]
subscription-amount: 1 0 0	[407, 1015, 421, 1023]
subscription-row	[290, 1038, 421, 1046]
subscription-amount: 2 6	[412, 1045, 417, 1061]
column-mokau-transaction	[856, 38, 1008, 1542]
advertisement: Now is the time to commence preserving eggs. Soon they will be plentiful and cheap, and if you have the forethought you may have eggs as good and fresh as newly laid later on, when they are scarce and expensive. Eggs should be allowed to stand for a day; then preserve them in GORDON'S WATERGLASS EGG PRESERVATIVE. A 1s bottle will preserve a hundred eggs. The eggs can be used in any manner, and no difference can be detected in the flavour between absolutely fresh eggs and those preserved. It will pay you handsomely. J. V. GORDON, Chemist (by Exams), Masterton.	[715, 918, 851, 1019]
subscription-amount: 1 0 0	[407, 984, 421, 992]
subheading: AWAITING DECISION OF CONFERENCE.	[434, 154, 557, 162]
received-time: (Received Last Night, 8.40 o'clock.)	[167, 156, 264, 164]
advertisement: I am over seventy years, and speak highly of Laxo-Tonic Pills. I found them an efficient cure for biliousness, and they are the best pills I have had, writes Mrs Corbett, 110 Flinders Street, Surry Hills, N.S.W. Obtainable everywhere. Price 10½d and 1s 6d.	[570, 1076, 706, 1123]
subscription-row	[290, 1000, 421, 1008]
article-paragraph: Mr C. E. Mackay intends contesting the Wanganui seat as an Independent candidate.	[10, 467, 141, 482]
subheading: THE LATE MR FRASER.	[592, 104, 684, 114]
article-paragraph: Mr G. J. Thompson, the new cricket coach selected by Lord Hawke for the Auckland Cricket Association, is expected to sail from London on September 14th, arriving in New Zealand towards the end of October.	[10, 427, 141, 466]
article-paragraph: More serious developments are expected, when the Minister arrives tomorrow with 2000 tons of sugar.	[430, 215, 561, 239]
byline: United Press Association—By Electric Telegraph—Copyright.	[152, 98, 279, 113]
article-paragraph: The following team will represent the Red Star (Iimba) Cup, tomorrow against Dannevirke: Carterton v. Merlin; Wardell; Shields; Rosborough; Wright; Blackmore, Coddington; Bruce; Shea; Dean; Barton; Roxburgh; Gray; Kennedy; R. Flanagan. Emergencies—C. Blackman, A. Hoar.	[10, 635, 141, 689]
byline: United Press Association—By Electric Telegraph—Copyright.	[432, 98, 559, 113]
subscriber-name: Jack Ill	[290, 945, 310, 953]
article-paragraph: Further subscriptions will be acknowledged from day to day.	[290, 1069, 421, 1084]
article-paragraph: The weather was unsettled for the opening day of the Grand National meeting at Riccarton to-day. The totalisator investments were £29,574, as against £30,406 last year. Results:—	[430, 462, 561, 493]
subscriber-name: Working Man (a supporter of the Labour Party)	[290, 1045, 413, 1061]
article-paragraph: Messrs Dalgety and Co., Ltd., held their weekly Pahiatua sale on the 8th instant, when they offered a fair yarding of sheep and cattle. The yarding of sheep consisted of ewes in lamb and hoggets, no ewes offering. One pen of 250 mixed-sex hoggets sold at 11s 9d, and all the sheep sold well in advance of recent prices. Quotations:—Mixed hoggets, 10s to 11s 10d; ewes in lamb, medium sorts, 11s 6d to 12s 10d; cull ewes, 6s 1d; yearling steers, £2 6s to £2 9s; poorer sorts, 28s; yearling heifers, £1 5s to £2; store cows, £2 to £3 10s.	[715, 587, 851, 672]
article-paragraph: The Wairarapa Ministers' Association held its monthly meeting on Monday afternoon, at the Methodist Parsonage, Carterton, by the kind invitation of the Rev. and Mrs Standage. The President (Rev. A. T. Thompson) occupied the chair.	[570, 567, 706, 613]
article-paragraph: Mr Fisher said the Bill should be referred to every local body, and the expert opinion of their Engineers should be obtained before the measure was placed on the Statute Book. He asked the Minister to refer the Bill to a Committee, to get expert evidence.	[570, 287, 706, 334]
